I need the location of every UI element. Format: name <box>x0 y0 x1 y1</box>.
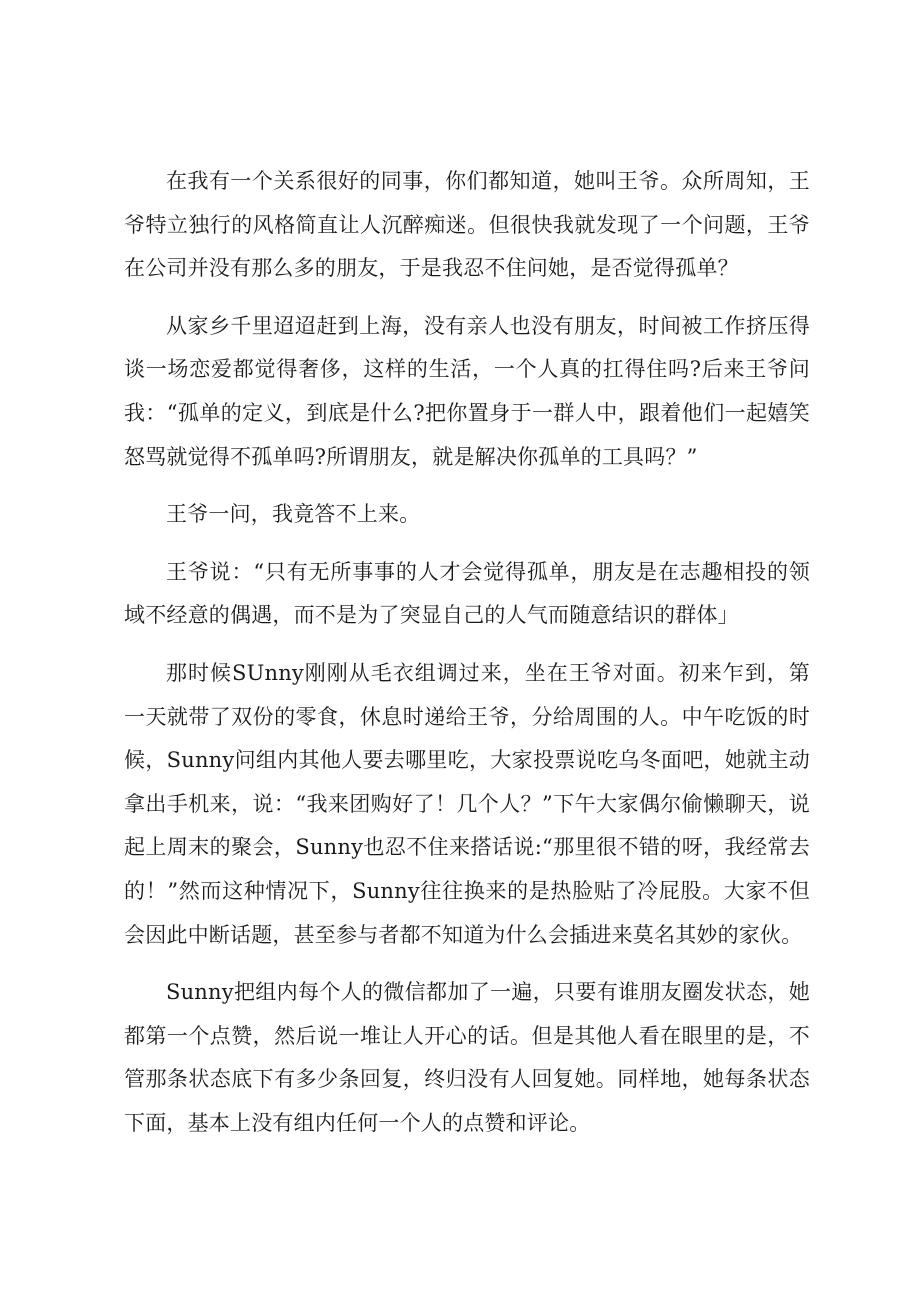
paragraph: 王爷说：“只有无所事事的人才会觉得孤单，朋友是在志趣相投的领域不经意的偶遇，而不是为了突显自己的人气而随意结识的群体」 <box>124 559 810 628</box>
paragraph: 从家乡千里迢迢赶到上海，没有亲人也没有朋友，时间被工作挤压得谈一场恋爱都觉得奢侈，这样的生活，一个人真的扛得住吗?后来王爷问我：“孤单的定义，到底是什么?把你置身于一群人中，跟着他们一起嬉笑怒骂就觉得不孤单吗?所谓朋友，就是解决你孤单的工具吗？” <box>124 313 810 469</box>
document-body <box>124 160 810 1145</box>
paragraph: 王爷一问，我竟答不上来。 <box>166 502 421 527</box>
paragraph: 在我有一个关系很好的同事，你们都知道，她叫王爷。众所周知，王爷特立独行的风格简直让人沉醉痴迷。但很快我就发现了一个问题，王爷在公司并没有那么多的朋友，于是我忍不住问她，是否觉得孤单？ <box>124 169 810 281</box>
paragraph: Sunny把组内每个人的微信都加了一遍，只要有谁朋友圈发状态，她都第一个点赞，然后说一堆让人开心的话。但是其他人看在眼里的是，不管那条状态底下有多少条回复，终归没有人回复她。同样地，她每条状态下面，基本上没有组内任何一个人的点赞和评论。 <box>124 980 810 1135</box>
paragraph: 那时候SUnny刚刚从毛衣组调过来，坐在王爷对面。初来乍到，第一天就带了双份的零食，休息时递给王爷，分给周围的人。中午吃饭的时候，Sunny问组内其他人要去哪里吃，大家投票说吃乌冬面吧，她就主动拿出手机来，说：“我来团购好了！几个人？”下午大家偶尔偷懒聊天，说起上周末的聚会，Sunny也忍不住来搭话说:“那里很不错的呀，我经常去的！”然而这种情况下，Sunny往往换来的是热脸贴了冷屁股。大家不但会因此中断话题，甚至参与者都不知道为什么会插进来莫名其妙的家伙。 <box>124 660 810 947</box>
